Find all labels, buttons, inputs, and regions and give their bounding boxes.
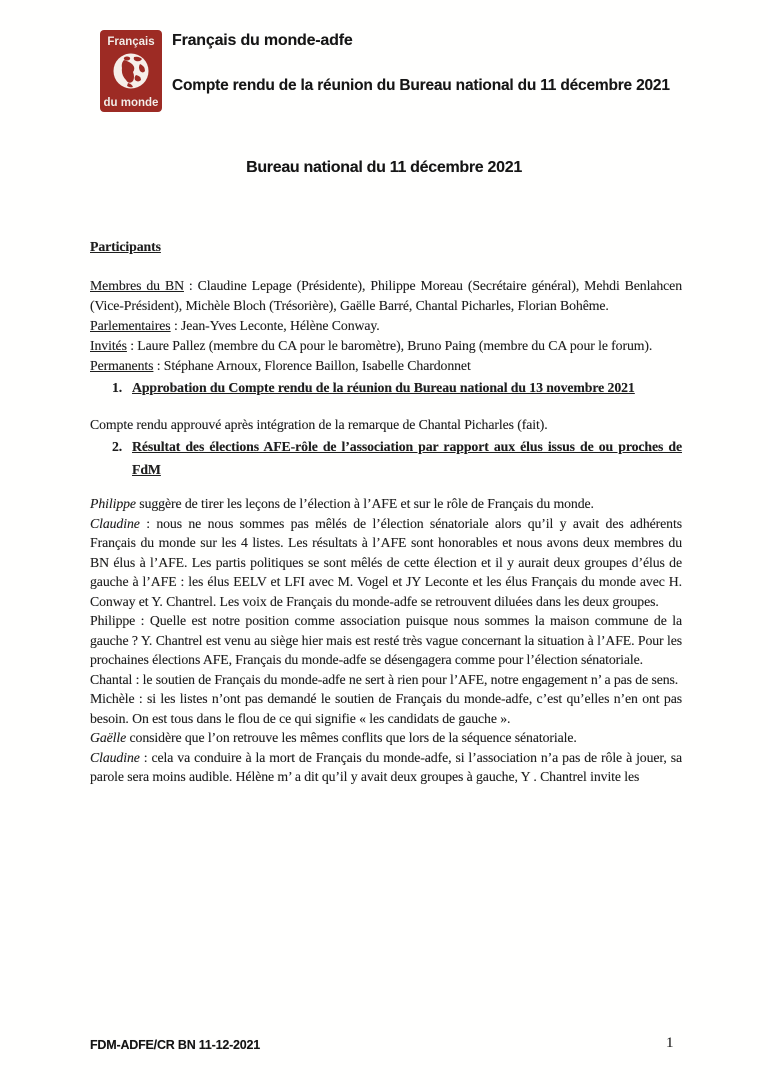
logo-text-bottom: du monde <box>103 97 159 109</box>
speaker-paragraph <box>90 670 682 690</box>
org-name: Français du monde-adfe <box>172 32 353 49</box>
participant-role-label: Permanents <box>90 358 154 373</box>
footer-reference: FDM-ADFE/CR BN 11-12-2021 <box>90 1038 261 1052</box>
speaker-text: suggère de tirer les leçons de l’élection à l’AFE et sur le rôle de Français du monde. <box>135 496 594 511</box>
speaker-name: Michèle <box>90 691 135 706</box>
section-2-heading <box>90 435 682 481</box>
speaker-text: : si les listes n’ont pas demandé le soutien de Français du monde-adfe, c’est qu’elles n’en ont pas besoin. On est tous dans le flou de ce qui signifie « les candidats de gauche ». <box>90 691 682 726</box>
document-body <box>90 237 682 787</box>
speaker-paragraph <box>90 514 682 612</box>
section-heading-text: Approbation du Compte rendu de la réunion du Bureau national du 13 novembre 2021 <box>132 380 635 395</box>
participant-names: : Claudine Lepage (Présidente), Philippe Moreau (Secrétaire général), Mehdi Benlahcen (Vice-Président), Michèle Bloch (Trésorière), Gaëlle Barré, Chantal Picharles, Florian Bohême. <box>90 278 682 313</box>
speaker-paragraph <box>90 728 682 748</box>
speaker-name: Claudine <box>90 515 140 531</box>
speaker-text: : nous ne nous sommes pas mêlés de l’élection sénatoriale alors qu’il y avait des adhérents Français du monde sur les 4 listes. Les résultats à l’AFE sont honorables et nous avons deux membres du BN élus à l’AFE. Les partis politiques se sont mêlés de cette élection et il y aurait deux groupes d’élus de gauche à l’AFE : les élus EELV et LFI avec M. Vogel et JY Leconte et les élus Français du monde avec H. Conway et Y. Chantrel. Les voix de Français du monde-adfe se retrouvent diluées dans les deux groupes. <box>90 515 682 609</box>
participant-role-label: Membres du BN <box>90 278 184 293</box>
logo-text-top: Français <box>107 36 155 48</box>
participant-names: : Stéphane Arnoux, Florence Baillon, Isabelle Chardonnet <box>153 358 471 373</box>
speaker-paragraph <box>90 748 682 787</box>
participants-row-parlementaires <box>90 316 682 336</box>
participant-names: : Jean-Yves Leconte, Hélène Conway. <box>170 318 380 333</box>
participants-row-membres <box>90 276 682 316</box>
speaker-name: Chantal <box>90 671 133 687</box>
participants-row-invites <box>90 336 682 356</box>
participants-row-permanents <box>90 356 682 376</box>
speaker-text: : cela va conduire à la mort de Français du monde-adfe, si l’association n’a pas de rôle à jouer, sa parole sera moins audible. Hélène m’ a dit qu’il y avait deux groupes à gauche, Y . Chantrel invite les <box>90 749 682 784</box>
section-heading-text: Résultat des élections AFE-rôle de l’association par rapport aux élus issus de ou proches de FdM <box>132 439 682 477</box>
document-title: Compte rendu de la réunion du Bureau national du 11 décembre 2021 <box>172 77 670 94</box>
participant-role-label: Invités <box>90 338 127 353</box>
fdm-logo-graphic <box>100 30 162 112</box>
globe-icon <box>114 54 149 89</box>
speaker-paragraph <box>90 689 682 728</box>
section-number: 2. <box>112 439 123 454</box>
participant-names: : Laure Pallez (membre du CA pour le baromètre), Bruno Paing (membre du CA pour le forum). <box>126 338 653 353</box>
participant-role-label: Parlementaires <box>90 318 171 333</box>
speaker-text: : le soutien de Français du monde-adfe ne sert à rien pour l’AFE, notre engagement n’ a pas de sens. <box>132 671 679 687</box>
section-1-heading <box>90 376 682 399</box>
speaker-name: Claudine <box>90 749 140 765</box>
speaker-paragraph <box>90 611 682 670</box>
meeting-title: Bureau national du 11 décembre 2021 <box>246 159 522 176</box>
speaker-paragraph <box>90 494 682 514</box>
document-header <box>172 31 682 97</box>
speaker-name: Philippe <box>90 613 136 628</box>
speaker-name: Philippe <box>90 496 136 511</box>
participants-heading: Participants <box>90 239 161 254</box>
page-number: 1 <box>666 1035 674 1051</box>
fdm-logo <box>100 30 162 112</box>
section-number: 1. <box>112 380 123 395</box>
approval-note: Compte rendu approuvé après intégration de la remarque de Chantal Picharles (fait). <box>90 417 548 432</box>
speaker-name: Gaëlle <box>90 730 127 745</box>
speaker-text: considère que l’on retrouve les mêmes conflits que lors de la séquence sénatoriale. <box>126 730 577 745</box>
speaker-text: : Quelle est notre position comme association puisque nous sommes la maison commune de la gauche ? Y. Chantrel est venu au siège hier mais est resté très vague concernant la situation à l’AFE. Pour les prochaines élections AFE, Français du monde-adfe se désengagera comme pour l’élection sénatoriale. <box>90 613 682 667</box>
